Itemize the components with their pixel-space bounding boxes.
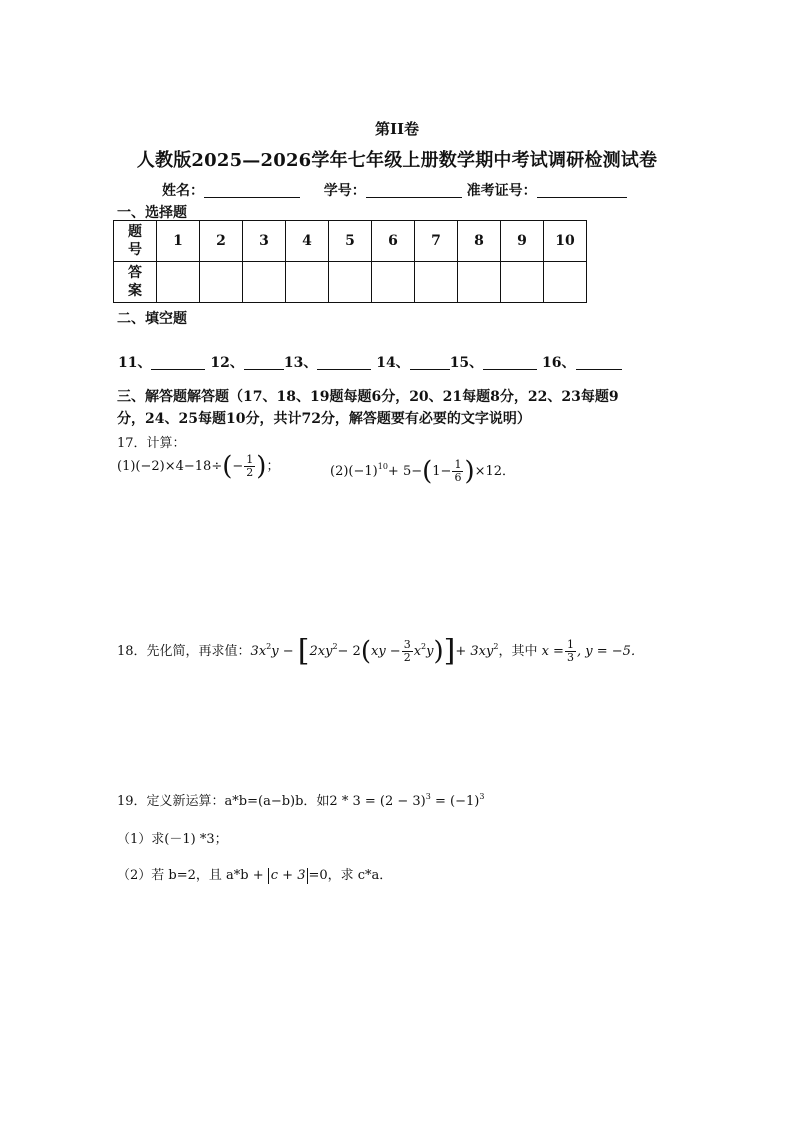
q18-fraction: $\frac{3}{2}$ [403,638,411,664]
answer-table-answer-row [114,262,587,303]
exam-title: 人教版2025—2026学年七年级上册数学期中考试调研检测试卷 [136,150,658,171]
answer-cell[interactable] [372,262,415,303]
q11-label: 11、 [118,355,152,371]
answer-cell[interactable] [458,262,501,303]
q18-x-fraction: $\frac{1}{3}$ [566,638,574,664]
question-number-cell: 2 [200,221,243,262]
name-label: 姓名： [162,183,204,199]
section-fill-title: 二、填空题 [117,311,187,327]
name-field[interactable] [204,182,300,198]
student-info-row [162,180,627,200]
q17-part1-fraction: $\frac{1}{2}$ [246,453,254,479]
section-solve-title-line1: 三、解答题解答题（17、18、19题每题6分，20、21每题8分，22、23每题9 [117,389,619,405]
q19-absolute-value: c + 3 [268,868,309,884]
q17-part1: (1)(−2)×4−18÷(− $\frac{1}{2}$ )； [117,451,280,482]
question-number-cell: 7 [415,221,458,262]
answer-cell[interactable] [415,262,458,303]
question-number-cell: 6 [372,221,415,262]
question-number-cell: 9 [501,221,544,262]
exam-number-label: 准考证号： [466,183,537,199]
fill-blank-row [118,352,622,372]
answer-cell[interactable] [200,262,243,303]
q12-label: 12、 [210,355,244,371]
question-number-cell: 1 [157,221,200,262]
question-number-cell: 8 [458,221,501,262]
q16-label: 16、 [542,355,576,371]
answer-cell[interactable] [157,262,200,303]
row-head-number: 题 号 [114,221,157,262]
question-number-cell: 3 [243,221,286,262]
section-solve-title-line2: 分，24、25每题10分，共计72分，解答题要有必要的文字说明） [117,411,531,427]
section-choice-title: 一、选择题 [117,205,187,221]
q13-blank[interactable] [317,354,371,370]
q17-label: 17．计算： [117,436,186,451]
q14-label: 14、 [376,355,410,371]
q15-label: 15、 [449,355,484,371]
q17-part2: $(2)(-1)^{10}+ 5-(1-$ $\frac{1}{6}$ )×12． [330,456,516,487]
question-number-cell: 4 [286,221,329,262]
answer-cell[interactable] [544,262,587,303]
student-id-label: 学号： [323,183,366,199]
answer-table [113,220,587,303]
q17-part2-fraction: $\frac{1}{6}$ [454,458,462,484]
student-id-field[interactable] [366,182,462,198]
volume-label: 第II卷 [374,120,420,138]
q13-label: 13、 [283,355,318,371]
answer-cell[interactable] [329,262,372,303]
q19-part1: （1）求(－1) *3； [117,832,228,847]
q12-blank[interactable] [244,354,284,370]
q18-label: 18．先化简，再求值： [117,644,251,659]
q19-definition: 19．定义新运算：a*b=(a−b)b．如$2 * 3 = (2 - 3)^3 = (-1)^3$ [117,792,485,809]
q15-blank[interactable] [483,354,537,370]
q19-part2: （2）若 b=2，且 a*b + c + 3 =0，求 c*a． [117,868,393,883]
q14-blank[interactable] [410,354,450,370]
q11-blank[interactable] [151,354,205,370]
answer-cell[interactable] [286,262,329,303]
answer-cell[interactable] [501,262,544,303]
answer-cell[interactable] [243,262,286,303]
q18-line: 18．先化简，再求值：$3x^2y - [2xy^2- 2(xy$ − $\frac{3}{2}$ $x^2y)]+ 3xy^2$，其中 x = $\frac{1}{3}$ , y = −5． [117,633,644,669]
question-number-cell: 5 [329,221,372,262]
q16-blank[interactable] [576,354,622,370]
question-number-cell: 10 [544,221,587,262]
answer-table-number-row [114,221,587,262]
exam-number-field[interactable] [537,182,627,198]
row-head-answer: 答 案 [114,262,157,303]
